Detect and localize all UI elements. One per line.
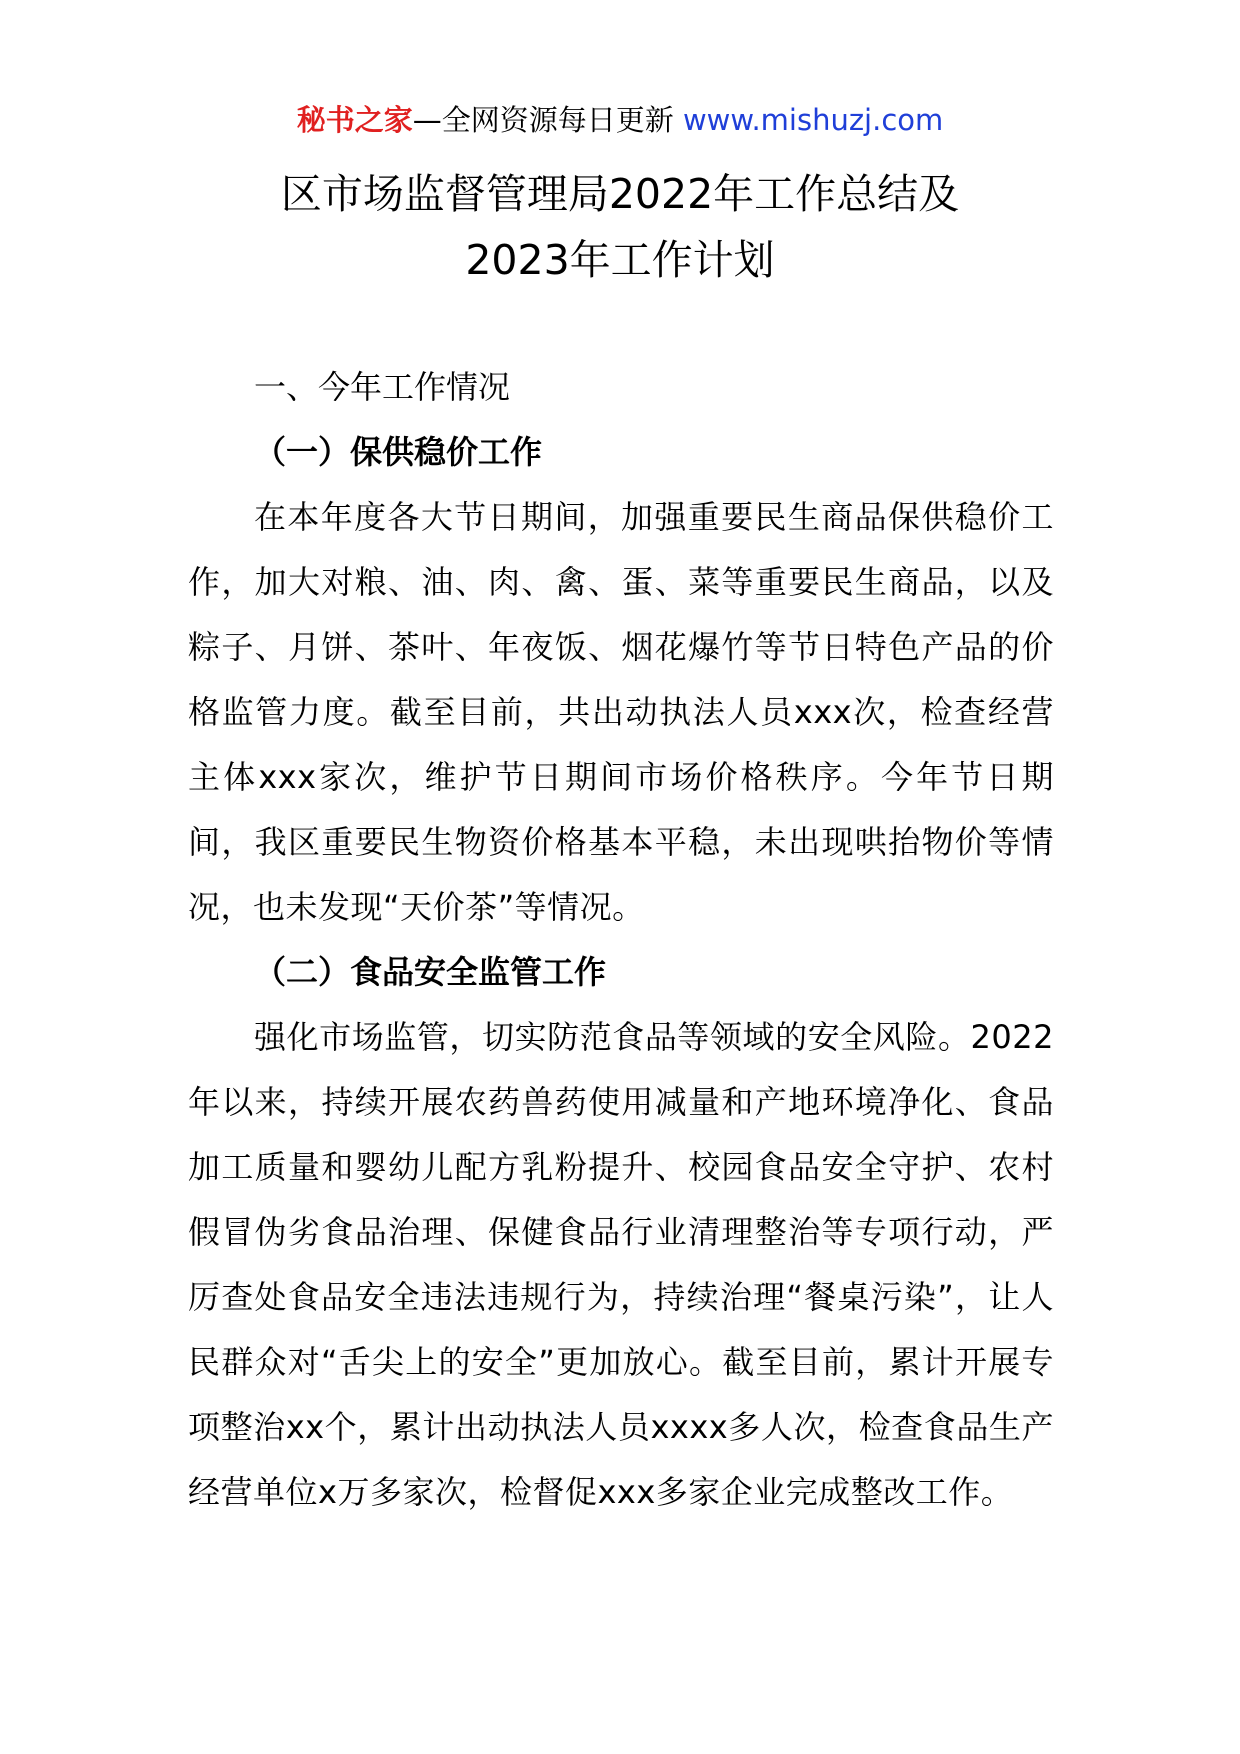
banner-brand: 秘书之家	[296, 103, 413, 137]
subsection-heading-2: （二）食品安全监管工作	[254, 953, 607, 991]
paragraph-food-safety: 强化市场监管，切实防范食品等领域的安全风险。2022年以来，持续开展农药兽药使用减量和产地环境净化、食品加工质量和婴幼儿配方乳粉提升、校园食品安全守护、农村假冒伪劣食品治理、保健食品行业清理整治等专项行动，严厉查处食品安全违法违规行为，持续治理“餐桌污染”，让人民群众对“舌尖上的安全”更加放心。截至目前，累计开展专项整治xx个，累计出动执法人员xxxx多人次，检查食品生产经营单位x万多家次，检督促xxx多家企业完成整改工作。	[188, 1018, 1054, 1511]
subsection-heading-1: （一）保供稳价工作	[254, 433, 543, 471]
banner-url-link[interactable]: www.mishuzj.com	[682, 103, 944, 137]
document-title-line-1: 区市场监督管理局2022年工作总结及	[280, 170, 960, 218]
header-banner	[0, 100, 1240, 140]
banner-tagline: —全网资源每日更新	[412, 103, 674, 137]
paragraph-price-stability: 在本年度各大节日期间，加强重要民生商品保供稳价工作，加大对粮、油、肉、禽、蛋、菜等重要民生商品，以及粽子、月饼、茶叶、年夜饭、烟花爆竹等节日特色产品的价格监管力度。截至目前，共出动执法人员xxx次，检查经营主体xxx家次，维护节日期间市场价格秩序。今年节日期间，我区重要民生物资价格基本平稳，未出现哄抬物价等情况，也未发现“天价茶”等情况。	[188, 498, 1054, 926]
document-title-line-2: 2023年工作计划	[465, 236, 775, 284]
section-heading-1: 一、今年工作情况	[254, 368, 511, 406]
